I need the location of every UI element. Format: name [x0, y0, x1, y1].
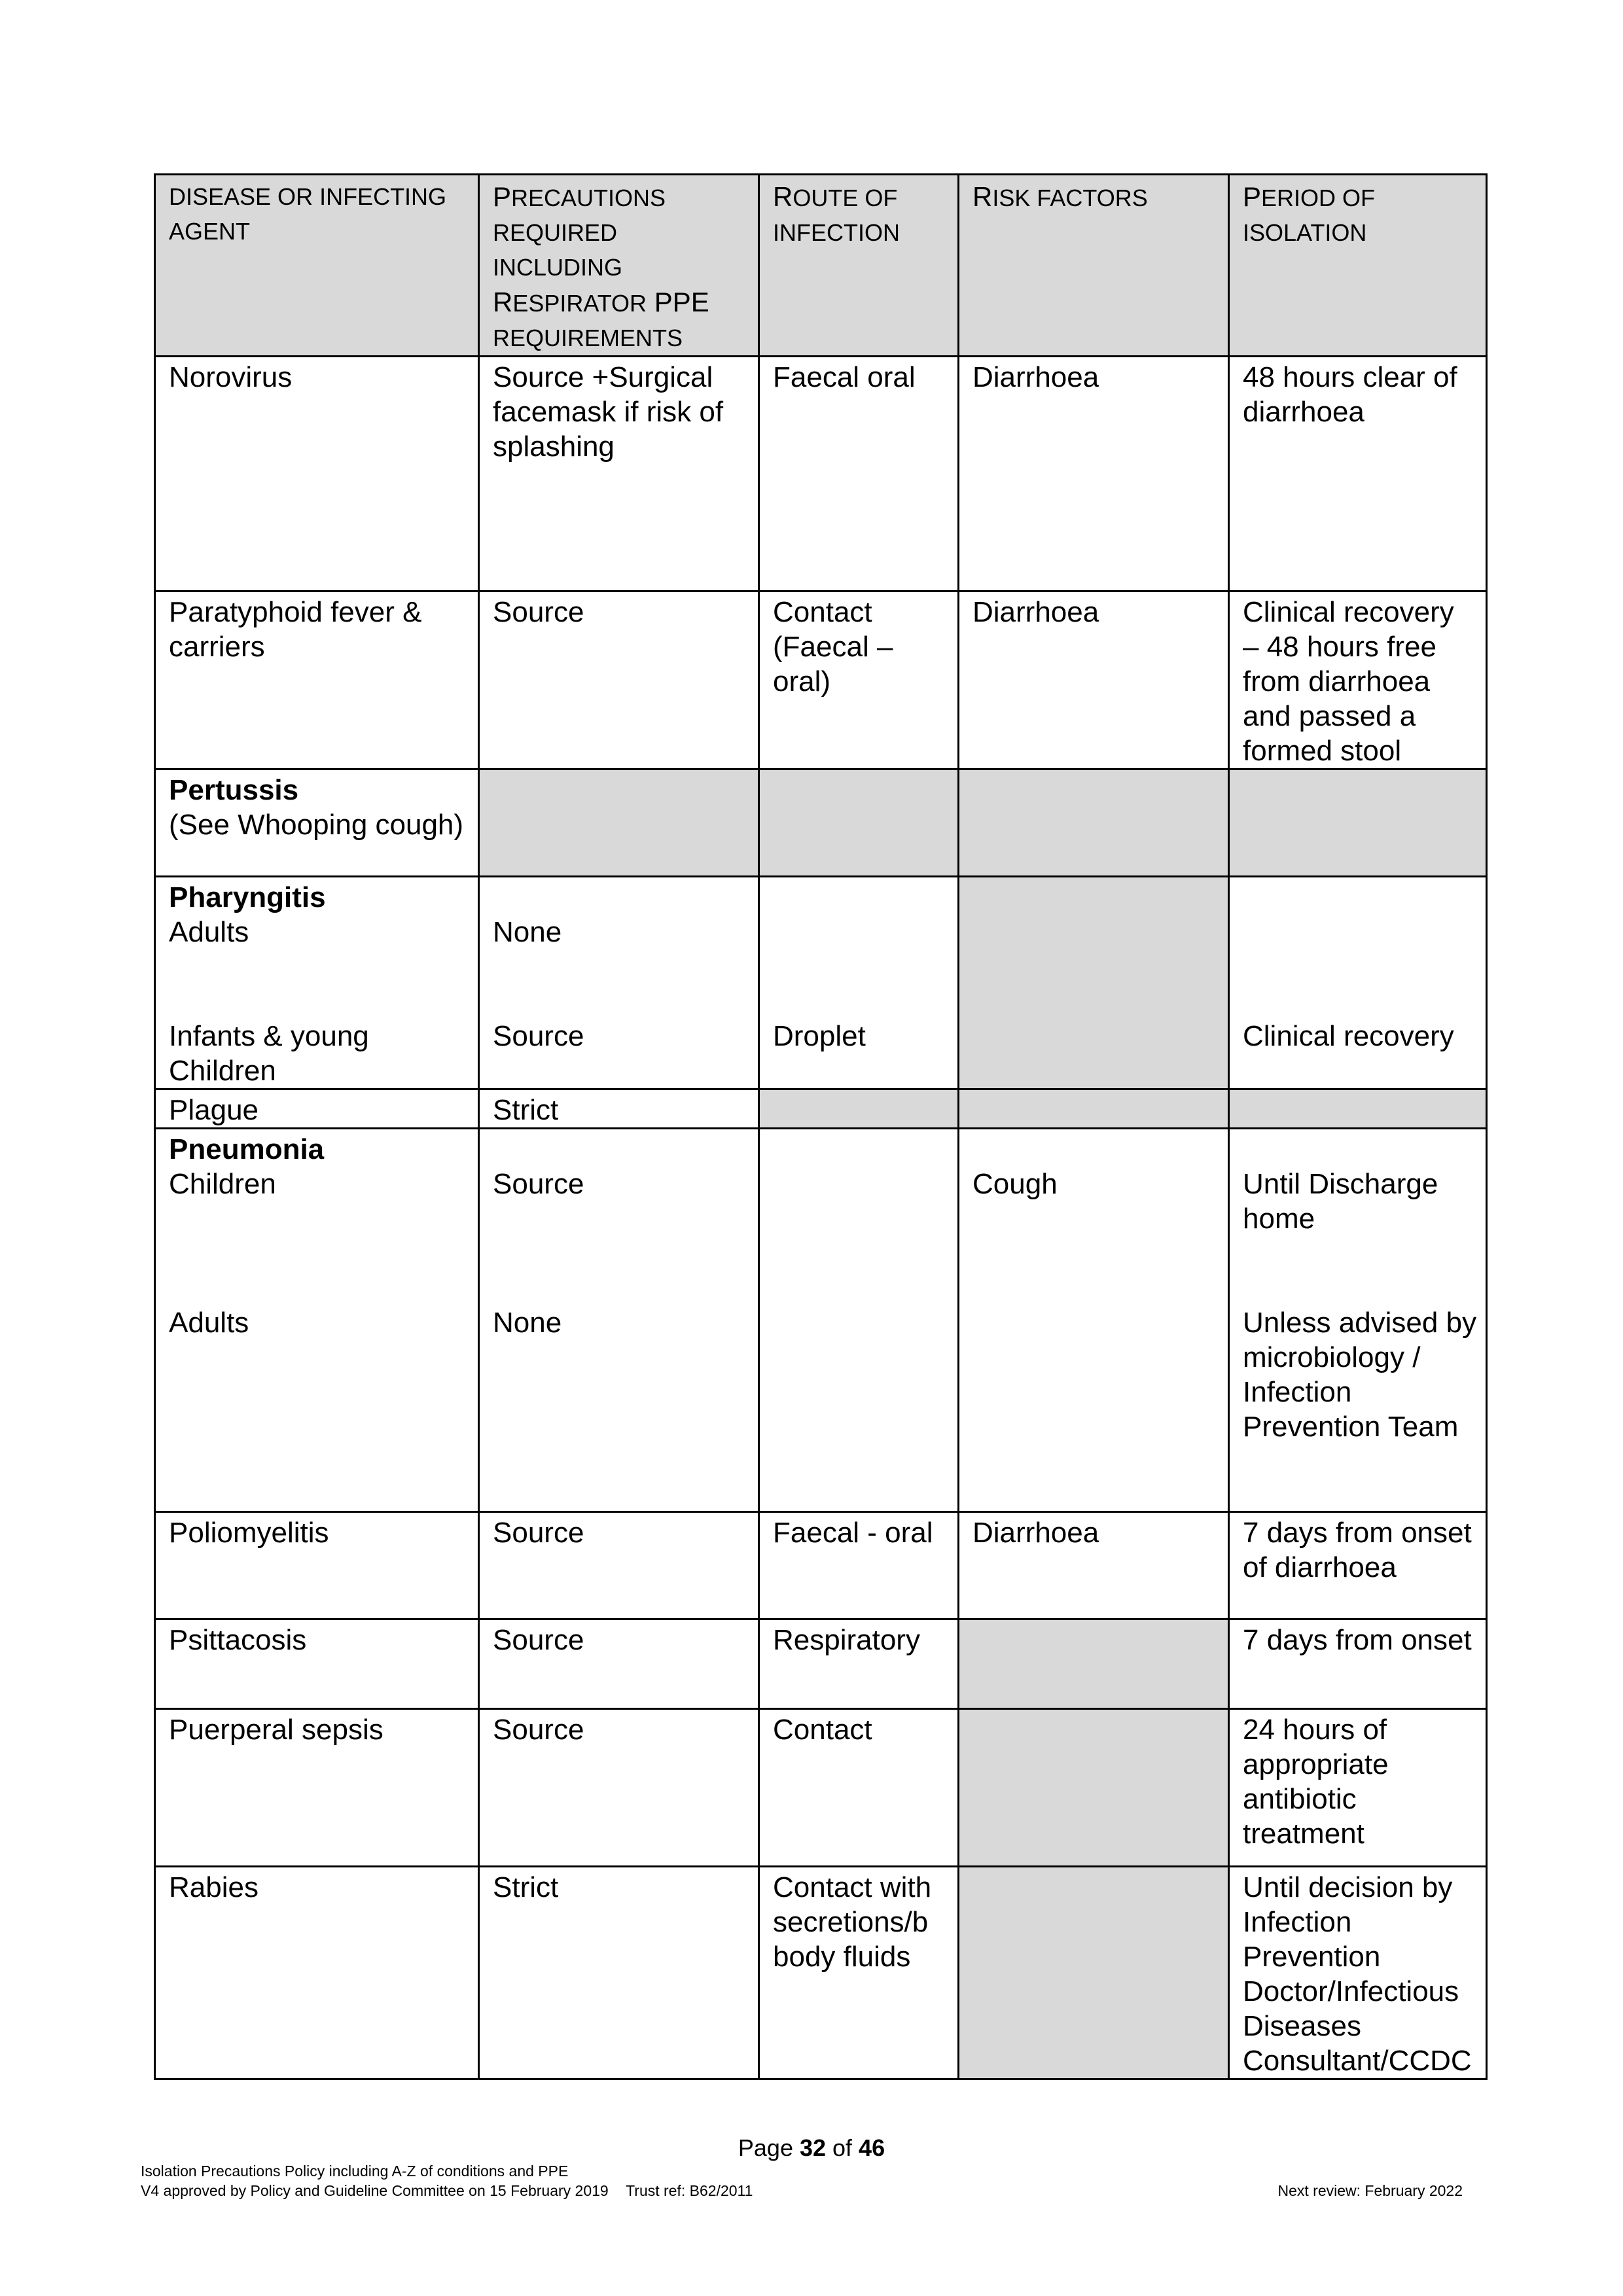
route-cell: Contact with secretions/b body fluids [759, 1867, 959, 2079]
risk-cell: Cough [959, 1129, 1229, 1512]
disease-cell: Pneumonia Children Adults [155, 1129, 479, 1512]
header-period: PERIOD OF ISOLATION [1229, 175, 1487, 357]
disease-cell: Rabies [155, 1867, 479, 2079]
table-row [155, 357, 1487, 592]
period-cell: 48 hours clear of diarrhoea [1229, 357, 1487, 592]
period-cell: Until decision by Infection Prevention Doctor/Infectious Diseases Consultant/CCDC [1229, 1867, 1487, 2079]
table-row [155, 592, 1487, 769]
header-route: ROUTE OF INFECTION [759, 175, 959, 357]
route-cell: Faecal oral [759, 357, 959, 592]
period-cell: 24 hours of appropriate antibiotic treatment [1229, 1709, 1487, 1867]
precautions-cell: Source [479, 592, 759, 769]
table-row [155, 1619, 1487, 1709]
header-disease: DISEASE OR INFECTING AGENT [155, 175, 479, 357]
precautions-cell: Source None [479, 1129, 759, 1512]
precautions-cell: Source [479, 1709, 759, 1867]
period-cell: 7 days from onset [1229, 1619, 1487, 1709]
header-risk: RISK FACTORS [959, 175, 1229, 357]
disease-cell: Norovirus [155, 357, 479, 592]
period-cell: Clinical recovery [1229, 877, 1487, 1089]
footer-doc-title: Isolation Precautions Policy including A-Z of conditions and PPE [141, 2163, 569, 2180]
precautions-cell: Strict [479, 1089, 759, 1129]
header-precautions: PRECAUTIONS REQUIRED INCLUDING RESPIRATOR PPE REQUIREMENTS [479, 175, 759, 357]
table-row [155, 877, 1487, 1089]
disease-cell: Plague [155, 1089, 479, 1129]
precautions-cell: None Source [479, 877, 759, 1089]
table-row [155, 1089, 1487, 1129]
footer-trust-ref: Trust ref: B62/2011 [626, 2182, 753, 2199]
precautions-cell: Source [479, 1619, 759, 1709]
table-row [155, 769, 1487, 877]
footer-approval: V4 approved by Policy and Guideline Committee on 15 February 2019 [141, 2182, 609, 2199]
disease-cell: Puerperal sepsis [155, 1709, 479, 1867]
disease-cell: Paratyphoid fever & carriers [155, 592, 479, 769]
route-cell: Faecal - oral [759, 1512, 959, 1619]
disease-cell: Psittacosis [155, 1619, 479, 1709]
page-number: Page 32 of 46 [738, 2134, 885, 2161]
disease-cell: Pharyngitis Adults Infants & young Children [155, 877, 479, 1089]
route-cell: Contact [759, 1709, 959, 1867]
period-cell: 7 days from onset of diarrhoea [1229, 1512, 1487, 1619]
precautions-cell: Source [479, 1512, 759, 1619]
isolation-table [154, 173, 1488, 2080]
risk-cell: Diarrhoea [959, 1512, 1229, 1619]
footer-approval-line [141, 2181, 1489, 2200]
risk-cell: Diarrhoea [959, 357, 1229, 592]
precautions-cell: Strict [479, 1867, 759, 2079]
disease-cell: Pertussis (See Whooping cough) [155, 769, 479, 877]
period-cell: Clinical recovery – 48 hours free from diarrhoea and passed a formed stool [1229, 592, 1487, 769]
precautions-cell: Source +Surgical facemask if risk of splashing [479, 357, 759, 592]
disease-cell: Poliomyelitis [155, 1512, 479, 1619]
footer-next-review: Next review: February 2022 [1277, 2182, 1463, 2199]
table-row [155, 1867, 1487, 2079]
route-cell: Droplet [759, 877, 959, 1089]
period-cell: Until Discharge home Unless advised by microbiology / Infection Prevention Team [1229, 1129, 1487, 1512]
route-cell: Contact (Faecal – oral) [759, 592, 959, 769]
table-header-row [155, 175, 1487, 357]
table-row [155, 1709, 1487, 1867]
route-cell: Respiratory [759, 1619, 959, 1709]
table-row [155, 1129, 1487, 1512]
risk-cell: Diarrhoea [959, 592, 1229, 769]
table-row [155, 1512, 1487, 1619]
